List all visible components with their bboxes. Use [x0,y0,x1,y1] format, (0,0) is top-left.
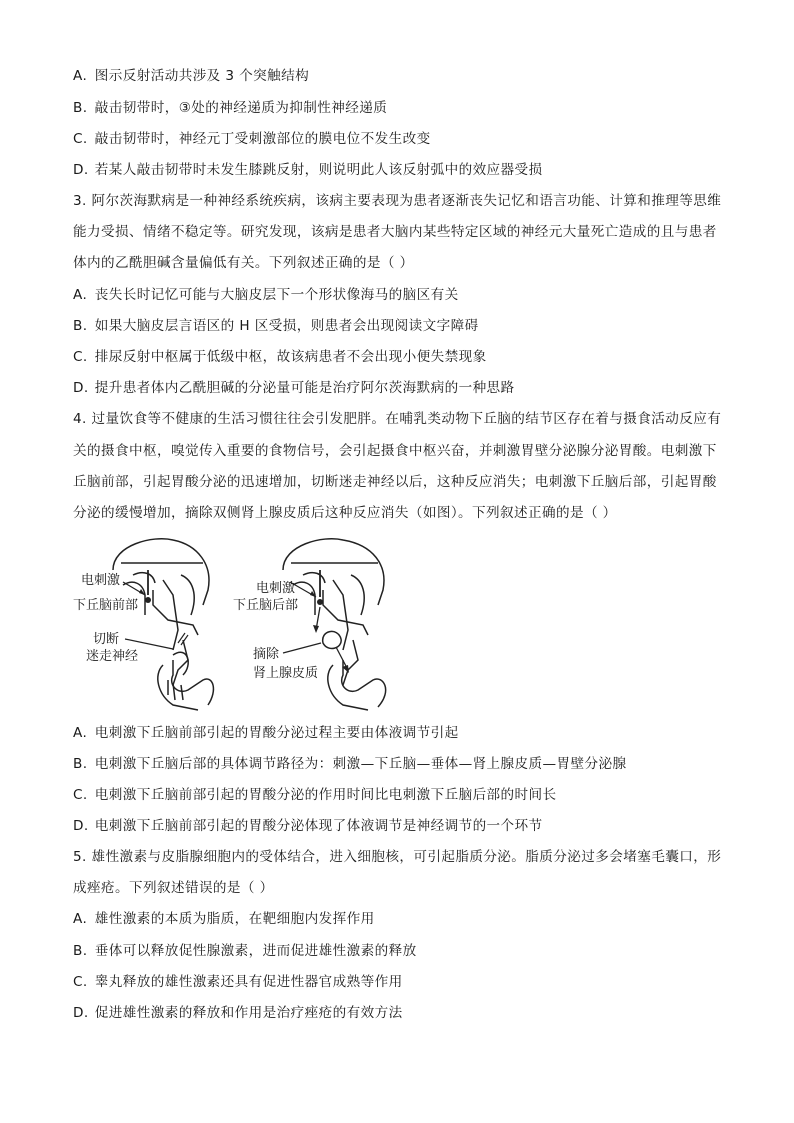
q5-option-b: B. 垂体可以释放促性腺激素，进而促进雄性激素的释放 [73,943,417,959]
q4-stem-line: 分泌的缓慢增加，摘除双侧肾上腺皮质后这种反应消失（如图）。下列叙述正确的是（ ） [73,505,617,521]
q4-option-b: B. 电刺激下丘脑后部的具体调节路径为：刺激—下丘脑—垂体—肾上腺皮质—胃壁分泌腺 [73,756,627,772]
q4-option-c: C. 电刺激下丘脑前部引起的胃酸分泌的作用时间比电刺激下丘脑后部的时间长 [73,787,557,803]
q4-stem-line: 4. 过量饮食等不健康的生活习惯往往会引发肥胖。在哺乳类动物下丘脑的结节区存在着与摄食活动反应有 [73,411,722,427]
q3-stem-line: 3. 阿尔茨海默病是一种神经系统疾病，该病主要表现为患者逐渐丧失记忆和语言功能、计算和推理等思维 [73,193,722,209]
figure-right-brain [228,535,403,715]
q4-option-d: D. 电刺激下丘脑前部引起的胃酸分泌体现了体液调节是神经调节的一个环节 [73,818,543,834]
q3-option-a: A. 丧失长时记忆可能与大脑皮层下一个形状像海马的脑区有关 [73,287,459,303]
q3-option-d: D. 提升患者体内乙酰胆碱的分泌量可能是治疗阿尔茨海默病的一种思路 [73,380,515,396]
label-remove: 摘除 [253,647,280,662]
q5-option-c: C. 睾丸释放的雄性激素还具有促进性器官成熟等作用 [73,974,403,990]
q5-option-a: A. 雄性激素的本质为脂质，在靶细胞内发挥作用 [73,911,375,927]
q4-option-a: A. 电刺激下丘脑前部引起的胃酸分泌过程主要由体液调节引起 [73,725,459,741]
label-anterior-hypothalamus: 下丘脑前部 [73,598,139,613]
q2-option-d: D. 若某人敲击韧带时未发生膝跳反射，则说明此人该反射弧中的效应器受损 [73,162,543,178]
q4-stem-line: 关的摄食中枢，嗅觉传入重要的食物信号，会引起摄食中枢兴奋，并刺激胃壁分泌腺分泌胃酸。电刺激下 [73,443,717,459]
stomach-outline [172,660,214,705]
q2-option-b: B. 敲击韧带时，③处的神经递质为抑制性神经递质 [73,100,388,116]
label-stimulate: 电刺激 [81,573,121,588]
q5-option-d: D. 促进雄性激素的释放和作用是治疗痤疮的有效方法 [73,1005,403,1021]
q2-option-c: C. 敲击韧带时，神经元丁受刺激部位的膜电位不发生改变 [73,131,431,147]
vagus-nerve [173,652,188,675]
q3-option-b: B. 如果大脑皮层言语区的 H 区受损，则患者会出现阅读文字障碍 [73,318,479,334]
stomach-outline [342,660,386,707]
q3-option-c: C. 排尿反射中枢属于低级中枢，故该病患者不会出现小便失禁现象 [73,349,487,365]
q5-stem-line: 5. 雄性激素与皮脂腺细胞内的受体结合，进入细胞核，可引起脂质分泌。脂质分泌过多会堵塞毛囊口，形 [73,849,722,865]
label-vagus-nerve: 迷走神经 [86,649,139,664]
label-posterior-hypothalamus: 下丘脑后部 [233,598,299,613]
label-stimulate: 电刺激 [256,581,296,596]
q3-stem-line: 能力受损、情绪不稳定等。研究发现，该病是患者大脑内某些特定区域的神经元大量死亡造成的且与患者 [73,224,717,240]
label-adrenal-cortex: 肾上腺皮质 [253,666,319,681]
label-cut: 切断 [93,632,120,647]
q4-stem-line: 丘脑前部，引起胃酸分泌的迅速增加，切断迷走神经以后，这种反应消失；电刺激下丘脑后部，引起胃酸 [73,474,717,490]
q2-option-a: A. 图示反射活动共涉及 3 个突触结构 [73,68,310,84]
q3-stem-line: 体内的乙酰胆碱含量偏低有关。下列叙述正确的是（ ） [73,255,414,271]
figure-left-labels [73,535,153,715]
figure-right-labels [228,535,328,715]
q5-stem-line: 成痤疮。下列叙述错误的是（ ） [73,880,274,896]
